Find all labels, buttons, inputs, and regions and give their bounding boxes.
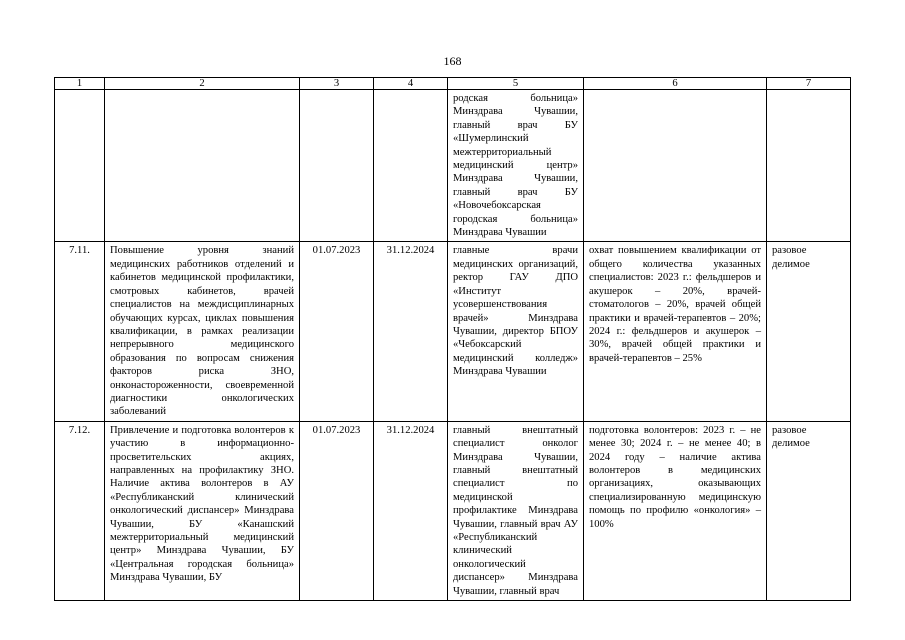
column-header-2: 2	[105, 78, 300, 90]
column-header-6: 6	[584, 78, 767, 90]
responsible-cell: главный внештатный специалист онколог Минздрава Чувашии, главный внештатный специалист по медицинской профилактике Минздрава Чувашии, главный врач АУ «Республиканский клинический онкологический диспансер» Минздрава Чувашии, главный врач	[448, 421, 584, 600]
column-header-1: 1	[55, 78, 105, 90]
row-number: 7.11.	[55, 242, 105, 421]
type-cell: разовое делимое	[767, 242, 851, 421]
end-date-cell: 31.12.2024	[374, 421, 448, 600]
table-row	[55, 242, 851, 421]
start-date-cell: 01.07.2023	[300, 242, 374, 421]
table-row	[55, 90, 851, 242]
column-header-7: 7	[767, 78, 851, 90]
end-date-cell: 31.12.2024	[374, 242, 448, 421]
start-date-cell	[300, 90, 374, 242]
indicator-cell	[584, 90, 767, 242]
start-date-cell: 01.07.2023	[300, 421, 374, 600]
column-header-4: 4	[374, 78, 448, 90]
column-header-5: 5	[448, 78, 584, 90]
responsible-cell: родская больница» Минздрава Чувашии, главный врач БУ «Шумерлинский межтерриториальный медицинский центр» Минздрава Чувашии, главный врач БУ «Новочебоксарская городская больница» Минздрава Чувашии	[448, 90, 584, 242]
measure-cell	[105, 90, 300, 242]
column-number-row	[55, 78, 851, 90]
row-number: 7.12.	[55, 421, 105, 600]
end-date-cell	[374, 90, 448, 242]
type-cell	[767, 90, 851, 242]
table-row	[55, 421, 851, 600]
page-number: 168	[443, 54, 462, 68]
indicator-cell: подготовка волонтеров: 2023 г. – не менее 30; 2024 г. – не менее 40; в 2024 году – наличие актива волонтеров в медицинских организациях, оказывающих специализированную медицинскую помощь по профилю «онкология» – 100%	[584, 421, 767, 600]
indicator-cell: охват повышением квалификации от общего количества указанных специалистов: 2023 г.: фельдшеров и акушерок – 20%, врачей-стоматологов – 20%, врачей общей практики и врачей-терапевтов – 20%; 2024 г.: фельдшеров и акушерок – 30%, врачей общей практики и врачей-терапевтов – 25%	[584, 242, 767, 421]
responsible-cell: главные врачи медицинских организаций, ректор ГАУ ДПО «Институт усовершенствования врачей» Минздрава Чувашии, директор БПОУ «Чебоксарский медицинский колледж» Минздрава Чувашии	[448, 242, 584, 421]
type-cell: разовое делимое	[767, 421, 851, 600]
measure-cell: Повышение уровня знаний медицинских работников отделений и кабинетов медицинской профилактики, смотровых кабинетов, врачей специалистов на междисциплинарных обучающих курсах, циклах повышения квалификации, в рамках реализации непрерывного медицинского образования по вопросам снижения факторов риска ЗНО, онконастороженности, своевременной диагностики онкологических заболеваний	[105, 242, 300, 421]
measure-cell: Привлечение и подготовка волонтеров к участию в информационно-просветительских акциях, направленных на профилактику ЗНО. Наличие актива волонтеров в АУ «Республиканский клинический онкологический диспансер» Минздрава Чувашии, БУ «Канашский межтерриториальный медицинский центр» Минздрава Чувашии, БУ «Центральная городская больница» Минздрава Чувашии, БУ	[105, 421, 300, 600]
column-header-3: 3	[300, 78, 374, 90]
plan-table	[54, 77, 851, 601]
row-number	[55, 90, 105, 242]
